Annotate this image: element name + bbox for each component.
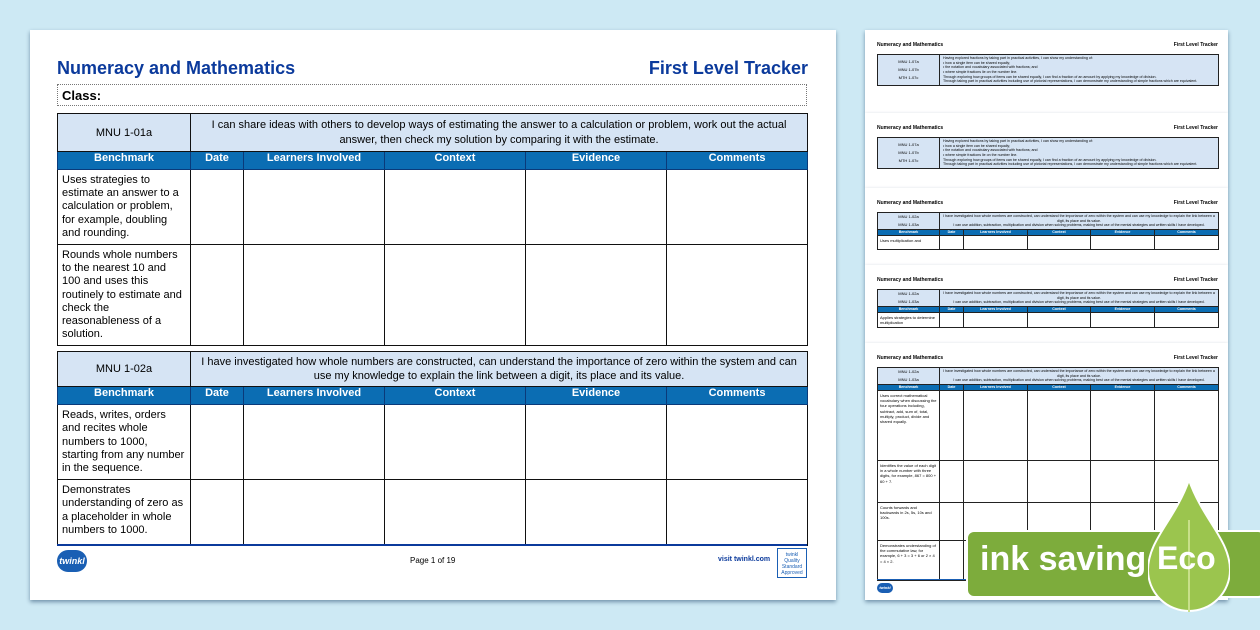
thumb-tracker: First Level Tracker xyxy=(1173,42,1218,48)
page-number: Page 1 of 19 xyxy=(410,556,456,565)
entry-cell[interactable] xyxy=(244,170,385,245)
column-header: Benchmark xyxy=(58,152,191,170)
thumb-column-header: Evidence xyxy=(1091,230,1155,236)
thumb-code: MNU 1-07b xyxy=(898,67,919,73)
thumb-code: MNU 1-07a xyxy=(898,142,919,148)
thumb-column-header: Benchmark xyxy=(878,385,940,391)
benchmark-text: Reads, writes, orders and recites whole numbers to 1000, starting from any number in the sequence. xyxy=(58,405,191,480)
class-label: Class: xyxy=(62,88,102,103)
thumb-title: Numeracy and Mathematics xyxy=(877,42,944,48)
thumb-title: Numeracy and Mathematics xyxy=(877,200,944,206)
column-header: Comments xyxy=(667,152,808,170)
column-header: Evidence xyxy=(526,152,667,170)
thumb-column-header: Date xyxy=(940,307,964,313)
thumb-column-header: Comments xyxy=(1155,230,1219,236)
outcome-statement: I can share ideas with others to develop ways of estimating the answer to a calculation or problem, work out the actual answer, then check my solution by comparing it with the estimate. xyxy=(191,114,808,152)
tracker-level-title: First Level Tracker xyxy=(648,58,808,78)
outcome-table xyxy=(57,351,808,546)
thumb-code: MNU 1-02a xyxy=(898,291,919,296)
thumb-statement-line: I can use addition, subtraction, multiplication and division when solving problems, making best use of the mental strategies and written skills I have developed. xyxy=(953,223,1205,228)
thumb-benchmark: Demonstrates understanding of the commutative law, for example, 6 + 3 = 3 + 6 or 2 × 4 = 4 × 2. xyxy=(878,541,940,581)
table-row xyxy=(58,480,808,546)
entry-cell[interactable] xyxy=(191,170,244,245)
thumb-statement-line: I have investigated how whole numbers are constructed, can understand the importance of zero within the system and can use my knowledge to explain the link between a digit, its place and its value. xyxy=(943,291,1215,300)
table-row xyxy=(58,244,808,345)
column-header: Comments xyxy=(667,387,808,405)
table-row xyxy=(58,170,808,245)
ink-saving-label: ink saving xyxy=(980,540,1147,578)
thumb-column-header: Benchmark xyxy=(878,230,940,236)
entry-cell[interactable] xyxy=(191,244,244,345)
thumb-code: MNU 1-03a xyxy=(898,377,919,382)
thumb-column-header: Context xyxy=(1028,385,1091,391)
thumb-statement-line: Through exploring how groups of items can be shared equally, I can find a fraction of an amount by applying my knowledge of division. xyxy=(943,157,1157,162)
column-header: Date xyxy=(191,387,244,405)
table-row xyxy=(58,405,808,480)
entry-cell[interactable] xyxy=(385,244,526,345)
thumb-tracker: First Level Tracker xyxy=(1173,125,1218,131)
thumb-column-header: Evidence xyxy=(1091,385,1155,391)
thumb-statement-line: I have investigated how whole numbers are constructed, can understand the importance of zero within the system and can use my knowledge to explain the link between a digit, its place and its value. xyxy=(943,369,1215,378)
thumb-tracker: First Level Tracker xyxy=(1173,200,1218,206)
class-field[interactable] xyxy=(57,84,807,106)
entry-cell[interactable] xyxy=(667,244,808,345)
thumb-tracker: First Level Tracker xyxy=(1173,355,1218,361)
entry-cell[interactable] xyxy=(526,170,667,245)
thumb-column-header: Learners Involved xyxy=(964,385,1028,391)
thumb-code: MNU 1-07b xyxy=(898,150,919,156)
thumb-statement-line: Through taking part in practical activities including use of pictorial representations, I can demonstrate my understanding of simple fractions which are equivalent. xyxy=(943,162,1198,167)
thumb-statement-line: I can use addition, subtraction, multiplication and division when solving problems, making best use of the mental strategies and written skills I have developed. xyxy=(953,378,1205,383)
page-title: Numeracy and Mathematics xyxy=(57,58,296,78)
thumb-code: MTH 1-07c xyxy=(898,158,919,164)
thumb-code: MNU 1-03a xyxy=(898,299,919,304)
thumb-code: MNU 1-03a xyxy=(898,222,919,227)
outcome-table xyxy=(57,113,808,346)
thumb-benchmark: Uses multiplication and xyxy=(878,236,940,250)
thumb-table xyxy=(877,289,1219,328)
thumb-statement-line: Having explored fractions by taking part in practical activities, I can show my understanding of: xyxy=(943,139,1093,143)
thumb-column-header: Comments xyxy=(1155,307,1219,313)
thumb-statement-line: • where simple fractions lie on the number line. xyxy=(943,153,1018,158)
thumb-title: Numeracy and Mathematics xyxy=(877,125,944,131)
thumb-statement-line: • the notation and vocabulary associated with fractions; and xyxy=(943,65,1038,70)
entry-cell[interactable] xyxy=(526,480,667,546)
column-header: Evidence xyxy=(526,387,667,405)
thumbnail-page[interactable] xyxy=(865,188,1228,265)
thumbnail-page[interactable] xyxy=(865,30,1228,113)
entry-cell[interactable] xyxy=(667,170,808,245)
thumb-statement-line: • the notation and vocabulary associated with fractions; and xyxy=(943,148,1038,153)
column-header: Benchmark xyxy=(58,387,191,405)
thumb-statement-line: Through exploring how groups of items can be shared equally, I can find a fraction of an amount by applying my knowledge of division. xyxy=(943,74,1157,79)
thumb-statement-line: Having explored fractions by taking part in practical activities, I can show my understanding of: xyxy=(943,56,1093,60)
thumbnail-page[interactable] xyxy=(865,113,1228,188)
thumb-column-header: Date xyxy=(940,385,964,391)
entry-cell[interactable] xyxy=(385,405,526,480)
thumb-column-header: Learners Involved xyxy=(964,307,1028,313)
twinkl-logo[interactable]: twinkl xyxy=(57,550,87,572)
column-header: Learners Involved xyxy=(244,387,385,405)
thumb-code: MNU 1-02a xyxy=(898,369,919,374)
thumb-column-header: Context xyxy=(1028,307,1091,313)
thumb-statement-line: I have investigated how whole numbers are constructed, can understand the importance of zero within the system and can use my knowledge to explain the link between a digit, its place and its value. xyxy=(943,214,1215,223)
entry-cell[interactable] xyxy=(667,405,808,480)
thumb-benchmark: Identifies the value of each digit in a whole number with three digits, for example, 867 = 800 + 60 + 7. xyxy=(878,461,940,503)
benchmark-text: Uses strategies to estimate an answer to a calculation or problem, for example, doubling and rounding. xyxy=(58,170,191,245)
tracker-page-1 xyxy=(30,30,836,600)
thumb-benchmark: Uses correct mathematical vocabulary when discussing the four operations including, subtract, add, sum of, total, multiply, product, divide and shared equally. xyxy=(878,391,940,461)
thumb-statement-line: • where simple fractions lie on the number line. xyxy=(943,70,1018,75)
outcome-tables xyxy=(57,113,807,546)
thumb-title: Numeracy and Mathematics xyxy=(877,355,944,361)
entry-cell[interactable] xyxy=(526,405,667,480)
thumb-table xyxy=(877,54,1219,86)
benchmark-text: Rounds whole numbers to the nearest 10 and 100 and uses this routinely to estimate and check the reasonableness of a solution. xyxy=(58,244,191,345)
thumb-statement-line: I can use addition, subtraction, multiplication and division when solving problems, making best use of the mental strategies and written skills I have developed. xyxy=(953,300,1205,305)
entry-cell[interactable] xyxy=(385,480,526,546)
column-header: Context xyxy=(385,152,526,170)
quality-badge: twinkl Quality Standard Approved xyxy=(777,548,807,578)
thumb-column-header: Evidence xyxy=(1091,307,1155,313)
thumb-table xyxy=(877,137,1219,169)
thumb-column-header: Benchmark xyxy=(878,307,940,313)
column-header: Context xyxy=(385,387,526,405)
thumb-statement-line: • how a single item can be shared equally; xyxy=(943,143,1011,148)
entry-cell[interactable] xyxy=(191,405,244,480)
thumb-column-header: Context xyxy=(1028,230,1091,236)
entry-cell[interactable] xyxy=(526,244,667,345)
entry-cell[interactable] xyxy=(244,244,385,345)
thumb-benchmark: Applies strategies to determine multiplication xyxy=(878,313,940,328)
thumb-table xyxy=(877,212,1219,250)
thumb-code: MNU 1-07a xyxy=(898,59,919,65)
thumb-column-header: Comments xyxy=(1155,385,1219,391)
outcome-code: MNU 1-02a xyxy=(58,352,191,387)
thumb-code: MNU 1-02a xyxy=(898,214,919,219)
thumb-code: MTH 1-07c xyxy=(898,75,919,81)
entry-cell[interactable] xyxy=(244,405,385,480)
benchmark-text: Demonstrates understanding of zero as a placeholder in whole numbers to 1000. xyxy=(58,480,191,546)
thumb-statement-line: Through taking part in practical activities including use of pictorial representations, I can demonstrate my understanding of simple fractions which are equivalent. xyxy=(943,79,1198,84)
entry-cell[interactable] xyxy=(244,480,385,546)
thumb-column-header: Learners Involved xyxy=(964,230,1028,236)
entry-cell[interactable] xyxy=(191,480,244,546)
outcome-statement: I have investigated how whole numbers are constructed, can understand the importance of zero within the system and can use my knowledge to explain the link between a digit, its place and its value. xyxy=(191,352,808,387)
outcome-code: MNU 1-01a xyxy=(58,114,191,152)
thumb-benchmark: Counts forwards and backwards in 2s, 5s, 10s and 100s. xyxy=(878,503,940,541)
thumb-twinkl-logo: twinkl xyxy=(877,583,893,593)
entry-cell[interactable] xyxy=(667,480,808,546)
thumb-tracker: First Level Tracker xyxy=(1173,277,1218,283)
visit-link[interactable]: visit twinkl.com xyxy=(718,556,771,563)
column-header: Learners Involved xyxy=(244,152,385,170)
thumb-title: Numeracy and Mathematics xyxy=(877,277,944,283)
thumb-column-header: Date xyxy=(940,230,964,236)
footer-divider xyxy=(57,544,807,546)
thumbnail-page[interactable] xyxy=(865,265,1228,343)
thumb-statement-line: • how a single item can be shared equally; xyxy=(943,60,1011,65)
entry-cell[interactable] xyxy=(385,170,526,245)
column-header: Date xyxy=(191,152,244,170)
eco-label: Eco xyxy=(1157,540,1216,576)
